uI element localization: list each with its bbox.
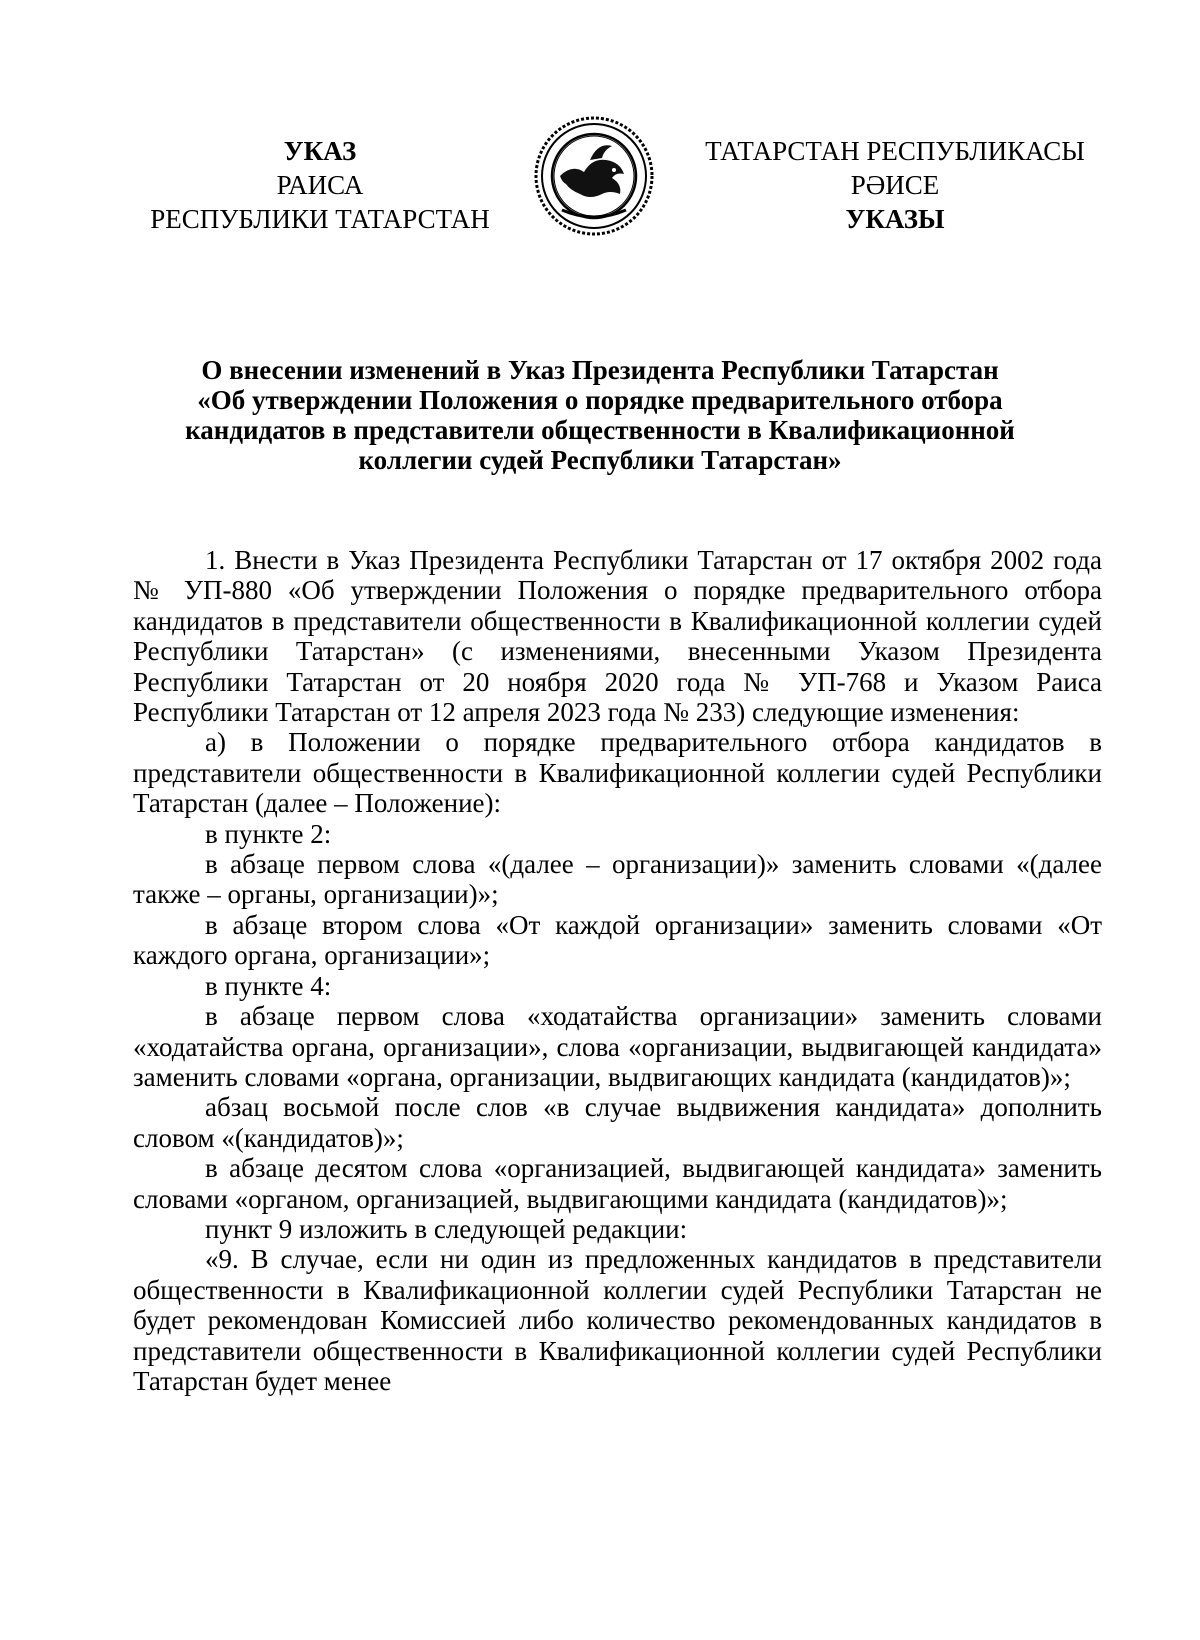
title-line: О внесении изменений в Указ Президента Республики Татарстан <box>201 355 999 385</box>
paragraph: в абзаце первом слова «(далее – организации)» заменить словами «(далее также – органы, организации)»; <box>133 849 1102 910</box>
header-left-line-1: УКАЗ <box>283 136 357 166</box>
paragraph: абзац восьмой после слов «в случае выдвижения кандидата» дополнить словом «(кандидатов)»; <box>133 1092 1102 1153</box>
decree-header-tatar <box>685 134 1105 236</box>
document-title <box>120 355 1080 475</box>
title-line: коллегии судей Республики Татарстан» <box>358 445 842 475</box>
coat-of-arms-icon <box>532 114 656 238</box>
paragraph: а) в Положении о порядке предварительного отбора кандидатов в представители общественности в Квалификационной коллегии судей Республики Татарстан (далее – Положение): <box>133 727 1102 819</box>
paragraph: в абзаце десятом слова «организацией, выдвигающей кандидата» заменить словами «органом, организацией, выдвигающими кандидата (кандидатов)»; <box>133 1153 1102 1214</box>
header-right-line-3: УКАЗЫ <box>845 204 945 234</box>
title-line: «Об утверждении Положения о порядке предварительного отбора <box>197 385 1003 415</box>
header-left-line-3: РЕСПУБЛИКИ ТАТАРСТАН <box>150 204 490 234</box>
title-line: кандидатов в представители общественности в Квалификационной <box>185 415 1015 445</box>
paragraph: пункт 9 изложить в следующей редакции: <box>205 1213 688 1244</box>
paragraph: в пункте 4: <box>205 970 332 1001</box>
document-body <box>133 545 1102 1396</box>
decree-header-russian <box>140 134 500 236</box>
header-right-line-2: РӘИСЕ <box>850 170 940 200</box>
paragraph: в пункте 2: <box>205 818 332 849</box>
paragraph: в абзаце первом слова «ходатайства организации» заменить словами «ходатайства органа, организации», слова «организации, выдвигающей кандидата» заменить словами «органа, организации, выдвигающих кандидата (кандидатов)»; <box>133 1001 1102 1092</box>
paragraph: «9. В случае, если ни один из предложенных кандидатов в представители общественности в Квалификационной коллегии судей Республики Татарстан не будет рекомендован Комиссией либо количество рекомендованных кандидатов в представители общественности в Квалификационной коллегии судей Республики Татарстан будет менее <box>133 1244 1102 1396</box>
paragraph: в абзаце втором слова «От каждой организации» заменить словами «От каждого органа, организации»; <box>133 909 1102 971</box>
paragraph: 1. Внести в Указ Президента Республики Татарстан от 17 октября 2002 года № УП-880 «Об утверждении Положения о порядке предварительного отбора кандидатов в представители общественности в Квалификационной коллегии судей Республики Татарстан» (с изменениями, внесенными Указом Президента Республики Татарстан от 20 ноября 2020 года № УП-768 и Указом Раиса Республики Татарстан от 12 апреля 2023 года № 233) следующие изменения: <box>133 545 1102 728</box>
header-left-line-2: РАИСА <box>276 170 364 200</box>
header-right-line-1: ТАТАРСТАН РЕСПУБЛИКАСЫ <box>705 136 1085 166</box>
